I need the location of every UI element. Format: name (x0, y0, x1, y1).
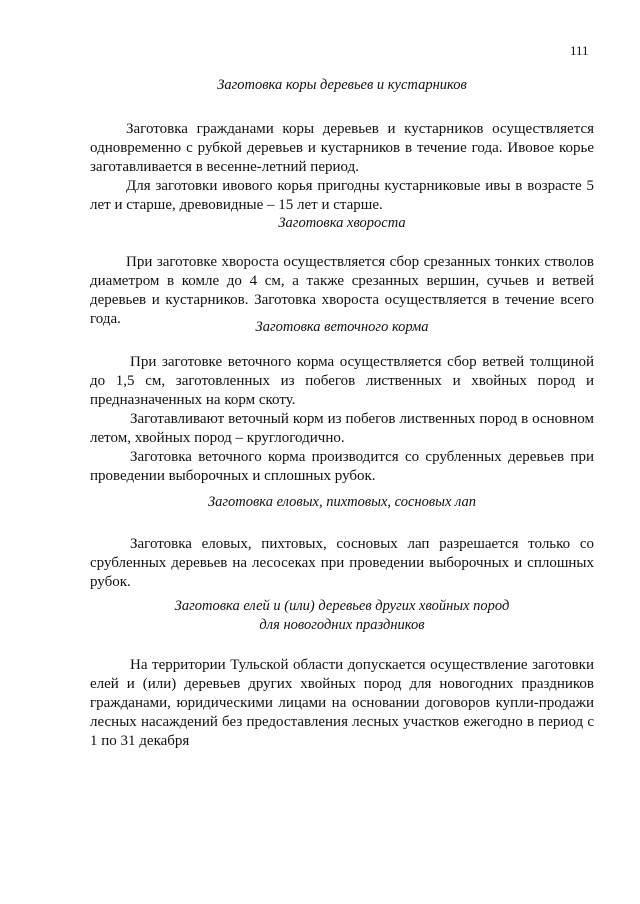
paragraph: При заготовке веточного корма осуществляется сбор ветвей толщиной до 1,5 см, заготовленных из побегов лиственных и хвойных пород и предназначенных на корм скоту. (90, 354, 594, 408)
section-heading: Заготовка еловых, пихтовых, сосновых лап (207, 494, 477, 510)
section-conifer-branches-harvesting (90, 493, 594, 592)
paragraph: Заготовка гражданами коры деревьев и кустарников осуществляется одновременно с рубкой деревьев и кустарников в течение года. Ивовое корье заготавливается в весенне-летний период. (90, 121, 594, 175)
paragraph: При заготовке хвороста осуществляется сбор срезанных тонких стволов диаметром в комле до 4 см, а также срезанных вершин, сучьев и ветвей деревьев и кустарников. Заготовка хвороста осуществляется в течение всего года. (90, 254, 594, 327)
section-brushwood-harvesting (90, 214, 594, 329)
paragraph: Заготавливают веточный корм из побегов лиственных пород в основном летом, хвойных пород – круглогодично. (90, 411, 594, 446)
page-number: 111 (570, 43, 589, 58)
section-bark-harvesting (90, 76, 594, 215)
paragraph: Для заготовки ивового корья пригодны кустарниковые ивы в возрасте 5 лет и старше, древовидные – 15 лет и старше. (90, 178, 594, 213)
section-twig-fodder-harvesting (90, 318, 594, 486)
section-heading-line: для новогодних праздников (259, 617, 425, 633)
paragraph: Заготовка еловых, пихтовых, сосновых лап разрешается только со срубленных деревьев на лесосеках при проведении выборочных и сплошных рубок. (90, 536, 594, 590)
section-new-year-trees-harvesting (90, 597, 594, 751)
section-heading-line: Заготовка елей и (или) деревьев других хвойных пород (174, 598, 510, 614)
section-heading: Заготовка хвороста (278, 215, 406, 231)
section-heading: Заготовка коры деревьев и кустарников (217, 77, 467, 93)
paragraph: Заготовка веточного корма производится со срубленных деревьев при проведении выборочных и сплошных рубок. (90, 449, 594, 484)
paragraph: На территории Тульской области допускается осуществление заготовки елей и (или) деревьев других хвойных пород для новогодних праздников гражданами, юридическими лицами на основании договоров купли-продажи лесных насаждений без предоставления лесных участков ежегодно в период с 1 по 31 декабря (90, 657, 594, 749)
section-heading: Заготовка веточного корма (255, 319, 429, 335)
